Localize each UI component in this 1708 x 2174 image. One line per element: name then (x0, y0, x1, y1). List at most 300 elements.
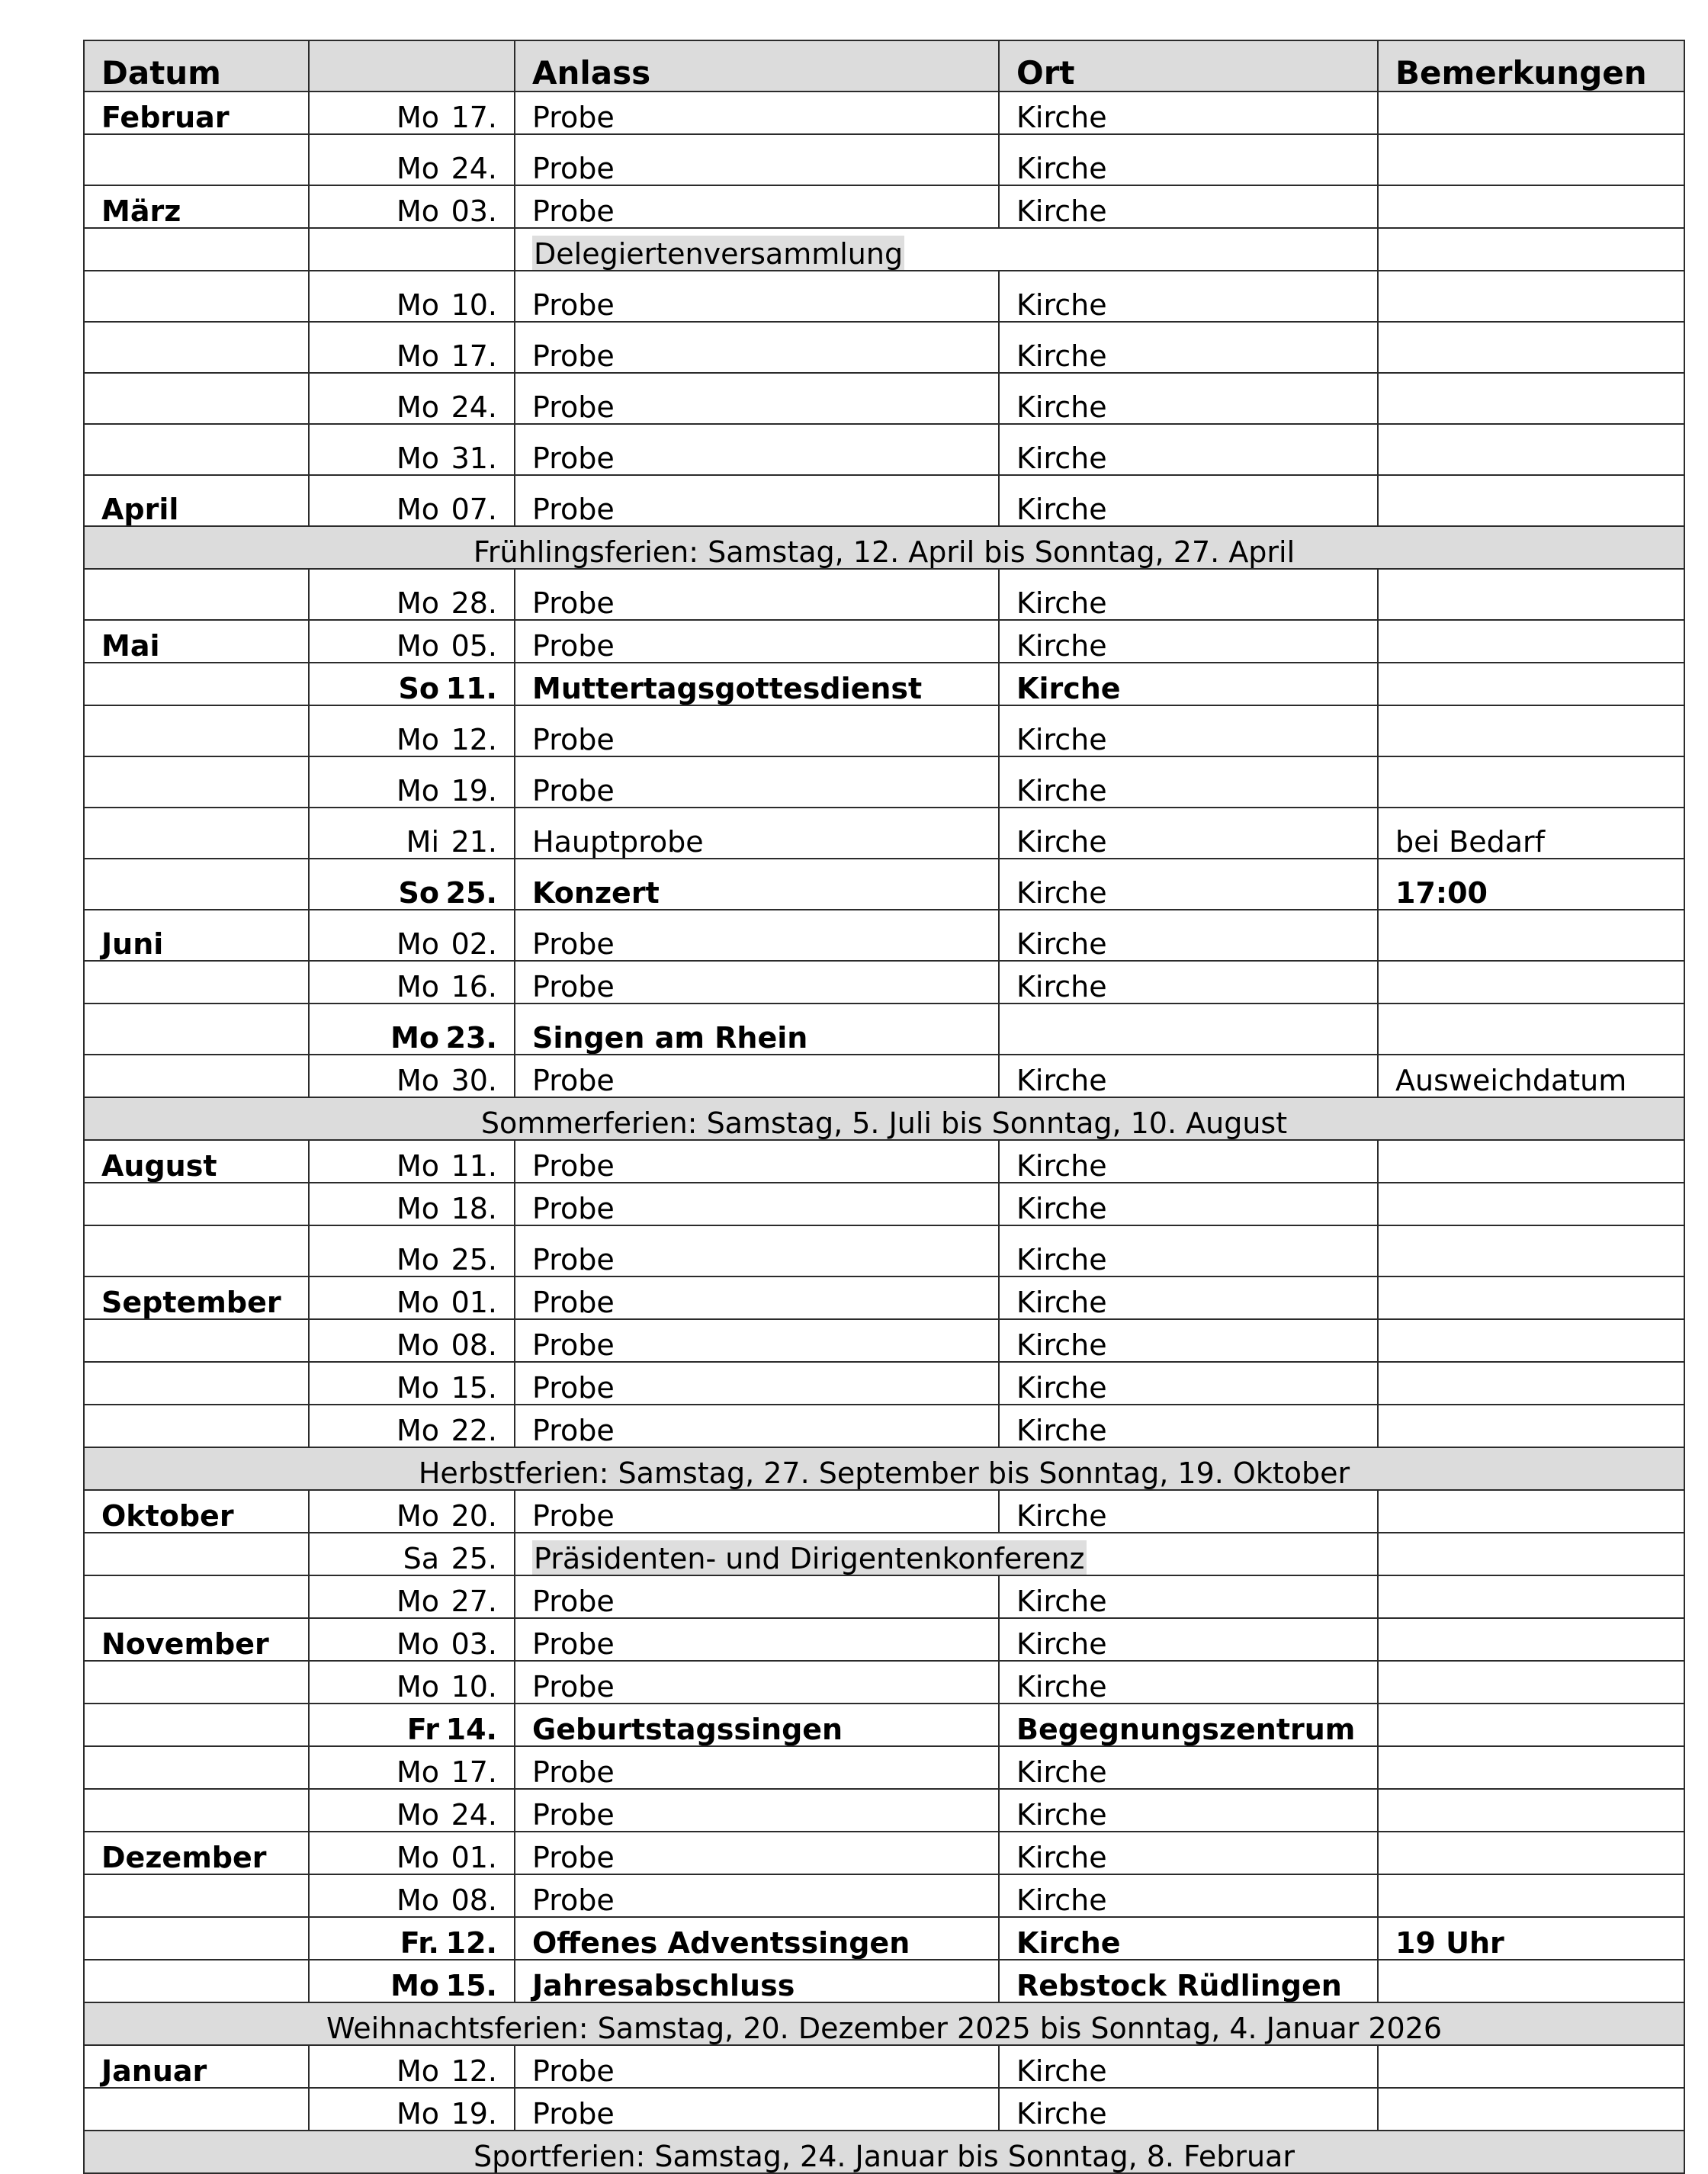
date-cell (309, 2045, 515, 2088)
event-row (84, 663, 1684, 705)
anlass-cell: Jahresabschluss (515, 1960, 999, 2002)
event-row (84, 569, 1684, 620)
day-number: 17. (451, 1755, 497, 1789)
weekday: Mo (396, 1192, 439, 1225)
date-inner (326, 390, 497, 424)
bemerkung-cell (1378, 1960, 1684, 2002)
anlass-cell: Probe (515, 569, 999, 620)
weekday: Mo (396, 927, 439, 961)
bemerkung-cell (1378, 185, 1684, 228)
weekday: Mo (396, 288, 439, 322)
month-cell (84, 1004, 309, 1055)
weekday: Mo (396, 101, 439, 134)
event-row (84, 1319, 1684, 1362)
date-inner (326, 444, 497, 473)
bemerkung-cell (1378, 322, 1684, 373)
bemerkung-cell (1378, 1661, 1684, 1704)
day-number: 08. (451, 1883, 497, 1917)
anlass-cell: Probe (515, 1874, 999, 1917)
weekday: Fr. (400, 1926, 439, 1960)
date-inner (326, 1194, 497, 1223)
weekday: Mi (406, 825, 439, 859)
day-number: 03. (451, 1627, 497, 1661)
day-number: 10. (451, 288, 497, 322)
date-inner (326, 1416, 497, 1445)
month-cell: Mai (84, 620, 309, 663)
month-cell (84, 1055, 309, 1097)
date-cell (309, 134, 515, 185)
bemerkung-cell (1378, 271, 1684, 322)
ort-cell: Kirche (999, 271, 1378, 322)
month-cell: März (84, 185, 309, 228)
header-datum: Datum (84, 40, 309, 92)
month-cell (84, 1789, 309, 1832)
bemerkung-cell (1378, 756, 1684, 808)
day-number: 15. (451, 1371, 497, 1405)
day-number: 24. (451, 390, 497, 424)
ort-cell: Kirche (999, 1405, 1378, 1447)
month-cell (84, 1405, 309, 1447)
bemerkung-cell (1378, 1704, 1684, 1746)
ort-cell: Kirche (999, 1055, 1378, 1097)
anlass-cell: Probe (515, 1140, 999, 1183)
weekday: Fr (406, 1713, 439, 1746)
bemerkung-cell (1378, 1618, 1684, 1661)
ort-cell: Kirche (999, 1917, 1378, 1960)
anlass-cell: Probe (515, 475, 999, 526)
month-cell (84, 1704, 309, 1746)
date-cell (309, 859, 515, 910)
date-inner (326, 825, 497, 859)
date-cell (309, 808, 515, 859)
weekday: Mo (396, 339, 439, 373)
holiday-text: Herbstferien: Samstag, 27. September bis Sonntag, 19. Oktober (84, 1447, 1684, 1490)
ort-cell: Begegnungszentrum (999, 1704, 1378, 1746)
bemerkung-cell (1378, 134, 1684, 185)
day-number: 25. (451, 1243, 497, 1276)
anlass-cell: Hauptprobe (515, 808, 999, 859)
bemerkung-cell (1378, 1874, 1684, 1917)
month-cell: Oktober (84, 1490, 309, 1533)
date-inner (326, 1371, 497, 1405)
anlass-cell: Singen am Rhein (515, 1004, 999, 1055)
month-cell (84, 705, 309, 756)
day-number: 18. (451, 1192, 497, 1225)
month-cell (84, 808, 309, 859)
date-cell (309, 185, 515, 228)
ort-cell: Kirche (999, 1789, 1378, 1832)
day-number: 19. (451, 2097, 497, 2131)
date-inner (326, 927, 497, 961)
month-cell (84, 271, 309, 322)
event-row (84, 322, 1684, 373)
date-cell (309, 756, 515, 808)
event-row (84, 424, 1684, 475)
date-cell (309, 1917, 515, 1960)
anlass-cell: Probe (515, 910, 999, 961)
weekday: So (398, 672, 439, 705)
date-inner (326, 725, 497, 754)
date-cell (309, 910, 515, 961)
weekday: Mo (396, 1883, 439, 1917)
date-cell (309, 1319, 515, 1362)
day-number: 02. (451, 927, 497, 961)
day-number: 25. (451, 1542, 497, 1575)
date-cell (309, 475, 515, 526)
anlass-cell: Muttertagsgottesdienst (515, 663, 999, 705)
ort-cell: Kirche (999, 756, 1378, 808)
day-number: 01. (451, 1841, 497, 1874)
event-row (84, 1055, 1684, 1097)
bemerkung-cell (1378, 910, 1684, 961)
event-row (84, 620, 1684, 663)
month-cell: Januar (84, 2045, 309, 2088)
month-cell (84, 1362, 309, 1405)
event-row (84, 1276, 1684, 1319)
ort-cell: Kirche (999, 1183, 1378, 1225)
day-number: 25. (445, 876, 497, 910)
event-row (84, 185, 1684, 228)
bemerkung-cell (1378, 373, 1684, 424)
event-row (84, 1490, 1684, 1533)
day-number: 21. (451, 825, 497, 859)
anlass-cell: Probe (515, 756, 999, 808)
event-row (84, 2088, 1684, 2131)
day-number: 07. (451, 493, 497, 526)
weekday: Mo (396, 1627, 439, 1661)
date-cell (309, 620, 515, 663)
holiday-text: Weihnachtsferien: Samstag, 20. Dezember 2025 bis Sonntag, 4. Januar 2026 (84, 2002, 1684, 2045)
day-number: 15. (445, 1969, 497, 2002)
weekday: Mo (396, 629, 439, 663)
date-inner (326, 154, 497, 183)
day-number: 05. (451, 629, 497, 663)
weekday: Mo (396, 2054, 439, 2088)
date-cell (309, 1055, 515, 1097)
bemerkung-cell (1378, 1276, 1684, 1319)
holiday-row (84, 1097, 1684, 1140)
date-cell (309, 271, 515, 322)
anlass-cell: Probe (515, 1183, 999, 1225)
bemerkung-cell (1378, 1533, 1684, 1575)
ort-cell: Kirche (999, 475, 1378, 526)
bemerkung-cell (1378, 1183, 1684, 1225)
ort-cell: Kirche (999, 620, 1378, 663)
ort-cell: Kirche (999, 1746, 1378, 1789)
holiday-row (84, 2131, 1684, 2173)
anlass-cell: Probe (515, 961, 999, 1004)
day-number: 24. (451, 152, 497, 185)
special-event-row (84, 1533, 1684, 1575)
ort-cell: Kirche (999, 1319, 1378, 1362)
bemerkung-cell: bei Bedarf (1378, 808, 1684, 859)
anlass-cell: Probe (515, 2088, 999, 2131)
month-cell (84, 1183, 309, 1225)
day-number: 31. (451, 442, 497, 475)
event-row (84, 475, 1684, 526)
event-row (84, 92, 1684, 134)
event-row (84, 1618, 1684, 1661)
day-number: 12. (451, 723, 497, 756)
bemerkung-cell (1378, 1140, 1684, 1183)
month-cell (84, 373, 309, 424)
weekday: Mo (396, 723, 439, 756)
weekday: Mo (396, 442, 439, 475)
date-inner (326, 1328, 497, 1362)
date-inner (326, 876, 497, 910)
date-cell (309, 1746, 515, 1789)
ort-cell: Kirche (999, 705, 1378, 756)
anlass-cell: Probe (515, 1832, 999, 1874)
day-number: 11. (451, 1149, 497, 1183)
month-cell (84, 228, 309, 271)
date-cell (309, 1704, 515, 1746)
date-cell (309, 1575, 515, 1618)
event-row (84, 705, 1684, 756)
ort-cell: Kirche (999, 1575, 1378, 1618)
weekday: Mo (396, 1149, 439, 1183)
day-number: 27. (451, 1585, 497, 1618)
day-number: 16. (451, 970, 497, 1004)
month-cell (84, 1661, 309, 1704)
event-row (84, 1183, 1684, 1225)
event-row (84, 756, 1684, 808)
date-cell (309, 1140, 515, 1183)
anlass-cell: Probe (515, 271, 999, 322)
date-inner (326, 1715, 497, 1744)
bemerkung-cell (1378, 228, 1684, 271)
weekday: Mo (396, 1798, 439, 1832)
date-inner (326, 495, 497, 524)
bemerkung-cell (1378, 424, 1684, 475)
anlass-cell: Probe (515, 1055, 999, 1097)
date-cell (309, 424, 515, 475)
anlass-cell: Probe (515, 705, 999, 756)
weekday: Mo (396, 586, 439, 620)
bemerkung-cell (1378, 1746, 1684, 1789)
date-cell (309, 1832, 515, 1874)
day-number: 22. (451, 1414, 497, 1447)
date-inner (326, 1544, 497, 1573)
date-inner (326, 1670, 497, 1704)
special-event-text: Delegiertenversammlung (534, 237, 904, 271)
ort-cell: Kirche (999, 859, 1378, 910)
holiday-row (84, 526, 1684, 569)
weekday: Mo (396, 1064, 439, 1097)
date-cell (309, 1960, 515, 2002)
month-cell: September (84, 1276, 309, 1319)
date-cell (309, 705, 515, 756)
ort-cell: Rebstock Rüdlingen (999, 1960, 1378, 2002)
anlass-cell: Probe (515, 1319, 999, 1362)
special-event-cell (515, 228, 1378, 271)
month-cell (84, 1533, 309, 1575)
anlass-cell: Probe (515, 620, 999, 663)
header-row (84, 40, 1684, 92)
month-cell (84, 424, 309, 475)
weekday: Mo (390, 1969, 439, 2002)
special-event-text: Präsidenten- und Dirigentenkonferenz (534, 1542, 1085, 1575)
holiday-row (84, 2002, 1684, 2045)
day-number: 23. (445, 1021, 497, 1055)
date-cell (309, 1533, 515, 1575)
date-cell (309, 1004, 515, 1055)
anlass-cell: Probe (515, 92, 999, 134)
event-row (84, 134, 1684, 185)
day-number: 24. (451, 1798, 497, 1832)
date-cell (309, 92, 515, 134)
date-cell (309, 373, 515, 424)
month-cell: Dezember (84, 1832, 309, 1874)
ort-cell: Kirche (999, 1661, 1378, 1704)
day-number: 08. (451, 1328, 497, 1362)
day-number: 11. (445, 672, 497, 705)
anlass-cell: Probe (515, 1405, 999, 1447)
weekday: Mo (396, 1755, 439, 1789)
date-inner (326, 1587, 497, 1616)
day-number: 10. (451, 1670, 497, 1704)
schedule-body (84, 92, 1684, 2173)
date-inner (326, 194, 497, 228)
bemerkung-cell: 19 Uhr (1378, 1917, 1684, 1960)
anlass-cell: Offenes Adventssingen (515, 1917, 999, 1960)
day-number: 20. (451, 1499, 497, 1533)
month-cell (84, 1319, 309, 1362)
ort-cell: Kirche (999, 1362, 1378, 1405)
bemerkung-cell (1378, 1004, 1684, 1055)
day-number: 03. (451, 194, 497, 228)
month-cell (84, 1874, 309, 1917)
date-inner (326, 1755, 497, 1789)
bemerkung-cell (1378, 1319, 1684, 1362)
weekday: Mo (396, 1670, 439, 1704)
weekday: Mo (396, 152, 439, 185)
event-row (84, 1661, 1684, 1704)
weekday: Mo (396, 390, 439, 424)
date-inner (326, 1288, 497, 1317)
month-cell (84, 1960, 309, 2002)
event-row (84, 1575, 1684, 1618)
anlass-cell: Probe (515, 1661, 999, 1704)
bemerkung-cell (1378, 1225, 1684, 1276)
date-cell (309, 1276, 515, 1319)
anlass-cell: Probe (515, 1276, 999, 1319)
header-anlass: Anlass (515, 40, 999, 92)
month-cell (84, 859, 309, 910)
date-inner (326, 1499, 497, 1533)
month-cell (84, 1746, 309, 1789)
date-cell (309, 1183, 515, 1225)
date-inner (326, 1021, 497, 1055)
date-cell (309, 961, 515, 1004)
weekday: Mo (396, 774, 439, 808)
bemerkung-cell (1378, 663, 1684, 705)
day-number: 30. (451, 1064, 497, 1097)
ort-cell: Kirche (999, 322, 1378, 373)
event-row (84, 808, 1684, 859)
ort-cell: Kirche (999, 1618, 1378, 1661)
ort-cell: Kirche (999, 1140, 1378, 1183)
bemerkung-cell (1378, 1832, 1684, 1874)
date-cell (309, 1362, 515, 1405)
event-row (84, 1832, 1684, 1874)
weekday: So (398, 876, 439, 910)
ort-cell: Kirche (999, 2045, 1378, 2088)
event-row (84, 1140, 1684, 1183)
date-cell (309, 2088, 515, 2131)
bemerkung-cell (1378, 475, 1684, 526)
weekday: Mo (396, 1841, 439, 1874)
anlass-cell: Konzert (515, 859, 999, 910)
day-number: 12. (451, 2054, 497, 2088)
anlass-cell: Probe (515, 134, 999, 185)
month-cell (84, 1917, 309, 1960)
bemerkung-cell: 17:00 (1378, 859, 1684, 910)
date-inner (326, 970, 497, 1004)
date-inner (326, 2097, 497, 2131)
bemerkung-cell (1378, 92, 1684, 134)
date-inner (326, 774, 497, 808)
weekday: Mo (396, 493, 439, 526)
date-inner (326, 339, 497, 373)
event-row (84, 1746, 1684, 1789)
month-cell (84, 569, 309, 620)
ort-cell: Kirche (999, 1490, 1378, 1533)
ort-cell: Kirche (999, 134, 1378, 185)
bemerkung-cell (1378, 569, 1684, 620)
anlass-cell: Probe (515, 424, 999, 475)
ort-cell: Kirche (999, 1276, 1378, 1319)
ort-cell (999, 1004, 1378, 1055)
special-event-row (84, 228, 1684, 271)
header-bemerkungen: Bemerkungen (1378, 40, 1684, 92)
month-cell: Februar (84, 92, 309, 134)
anlass-cell: Probe (515, 373, 999, 424)
month-cell: Juni (84, 910, 309, 961)
anlass-cell: Probe (515, 185, 999, 228)
month-cell: August (84, 1140, 309, 1183)
event-row (84, 1704, 1684, 1746)
event-row (84, 910, 1684, 961)
ort-cell: Kirche (999, 2088, 1378, 2131)
ort-cell: Kirche (999, 663, 1378, 705)
bemerkung-cell (1378, 1405, 1684, 1447)
anlass-cell: Probe (515, 1490, 999, 1533)
weekday: Mo (396, 1328, 439, 1362)
weekday: Mo (396, 194, 439, 228)
anlass-cell: Probe (515, 322, 999, 373)
month-cell (84, 134, 309, 185)
day-number: 01. (451, 1286, 497, 1319)
anlass-cell: Probe (515, 1575, 999, 1618)
month-cell (84, 663, 309, 705)
date-inner (326, 1926, 497, 1960)
special-event-cell (515, 1533, 1378, 1575)
bemerkung-cell (1378, 1575, 1684, 1618)
date-inner (326, 103, 497, 132)
date-cell (309, 1405, 515, 1447)
day-number: 28. (451, 586, 497, 620)
event-row (84, 1004, 1684, 1055)
date-inner (326, 1066, 497, 1095)
month-cell: April (84, 475, 309, 526)
day-number: 19. (451, 774, 497, 808)
bemerkung-cell (1378, 2088, 1684, 2131)
day-number: 12. (445, 1926, 497, 1960)
day-number: 14. (445, 1713, 497, 1746)
weekday: Mo (396, 1499, 439, 1533)
anlass-cell: Probe (515, 1225, 999, 1276)
